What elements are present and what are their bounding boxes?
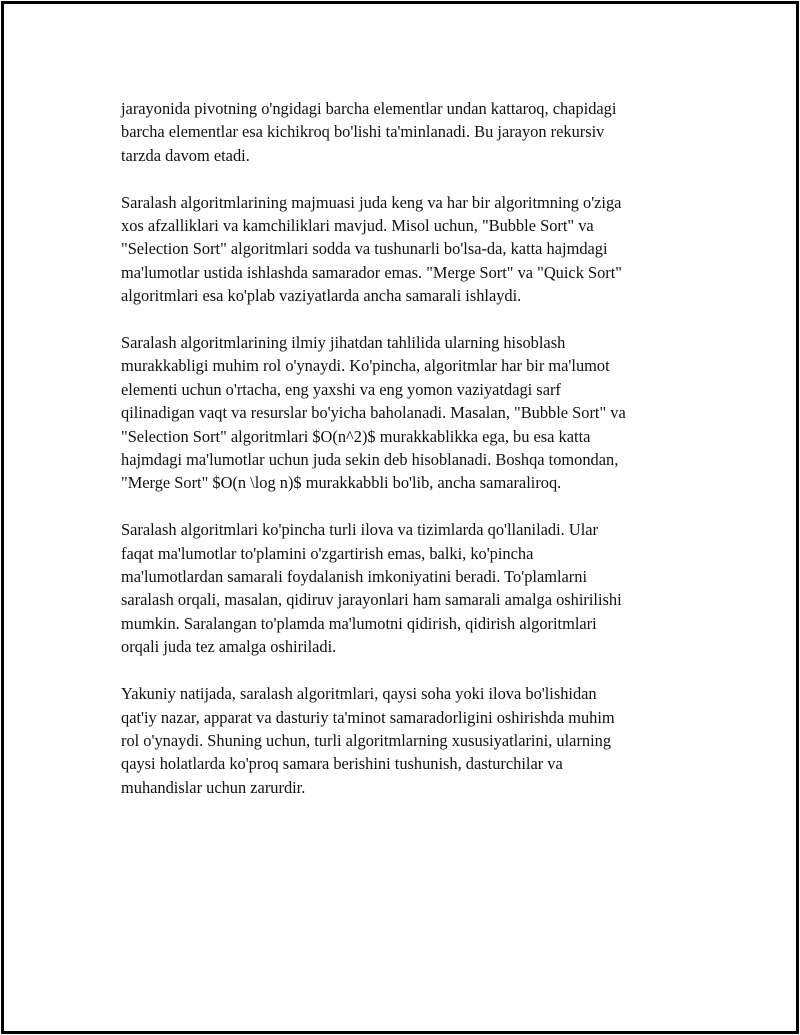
text-line: algoritmlari esa ko'plab vaziyatlarda ancha samarali ishlaydi. xyxy=(121,286,522,306)
paragraph-algorithm-variety xyxy=(121,191,701,308)
text-line: hajmdagi ma'lumotlar uchun juda sekin deb hisoblanadi. Boshqa tomondan, xyxy=(121,450,619,470)
text-line: muhandislar uchun zarurdir. xyxy=(121,777,306,797)
text-line: tarzda davom etadi. xyxy=(121,145,250,165)
text-line: "Selection Sort" algoritmlari $O(n^2)$ murakkablikka ega, bu esa katta xyxy=(121,426,591,446)
text-line: elementi uchun o'rtacha, eng yaxshi va eng yomon vaziyatdagi sarf xyxy=(121,379,561,399)
text-line: mumkin. Saralangan to'plamda ma'lumotni qidirish, qidirish algoritmlari xyxy=(121,613,597,633)
text-line: xos afzalliklari va kamchiliklari mavjud. Misol uchun, "Bubble Sort" va xyxy=(121,216,594,236)
paragraph-conclusion xyxy=(121,682,701,799)
document-body xyxy=(121,97,701,823)
text-line: Yakuniy natijada, saralash algoritmlari, qaysi soha yoki ilova bo'lishidan xyxy=(121,684,597,704)
text-line: orqali juda tez amalga oshiriladi. xyxy=(121,637,337,657)
paragraph-pivot-partition xyxy=(121,97,701,167)
text-line: Saralash algoritmlarining ilmiy jihatdan tahlilida ularning hisoblash xyxy=(121,333,566,353)
page-frame xyxy=(1,1,799,1034)
paragraph-applications xyxy=(121,518,701,658)
text-line: faqat ma'lumotlar to'plamini o'zgartirish emas, balki, ko'pincha xyxy=(121,543,534,563)
text-line: qaysi holatlarda ko'proq samara berishini tushunish, dasturchilar va xyxy=(121,754,563,774)
text-line: Saralash algoritmlarining majmuasi juda keng va har bir algoritmning o'ziga xyxy=(121,192,622,212)
text-line: "Merge Sort" $O(n \log n)$ murakkabbli bo'lib, ancha samaraliroq. xyxy=(121,473,562,493)
text-line: ma'lumotlar ustida ishlashda samarador emas. "Merge Sort" va "Quick Sort" xyxy=(121,262,622,282)
text-line: ma'lumotlardan samarali foydalanish imkoniyatini beradi. To'plamlarni xyxy=(121,567,588,587)
text-line: saralash orqali, masalan, qidiruv jarayonlari ham samarali amalga oshirilishi xyxy=(121,590,622,610)
text-line: qat'iy nazar, apparat va dasturiy ta'minot samaradorligini oshirishda muhim xyxy=(121,707,615,727)
text-line: "Selection Sort" algoritmlari sodda va tushunarli bo'lsa-da, katta hajmdagi xyxy=(121,239,608,259)
text-line: jarayonida pivotning o'ngidagi barcha elementlar undan kattaroq, chapidagi xyxy=(121,99,617,118)
text-line: barcha elementlar esa kichikroq bo'lishi ta'minlanadi. Bu jarayon rekursiv xyxy=(121,122,605,142)
text-line: qilinadigan vaqt va resurslar bo'yicha baholanadi. Masalan, "Bubble Sort" va xyxy=(121,403,626,423)
paragraph-complexity-analysis xyxy=(121,331,701,495)
text-line: murakkabligi muhim rol o'ynaydi. Ko'pincha, algoritmlar har bir ma'lumot xyxy=(121,356,610,376)
text-line: rol o'ynaydi. Shuning uchun, turli algoritmlarning xususiyatlarini, ularning xyxy=(121,730,612,750)
text-line: Saralash algoritmlari ko'pincha turli ilova va tizimlarda qo'llaniladi. Ular xyxy=(121,520,598,540)
